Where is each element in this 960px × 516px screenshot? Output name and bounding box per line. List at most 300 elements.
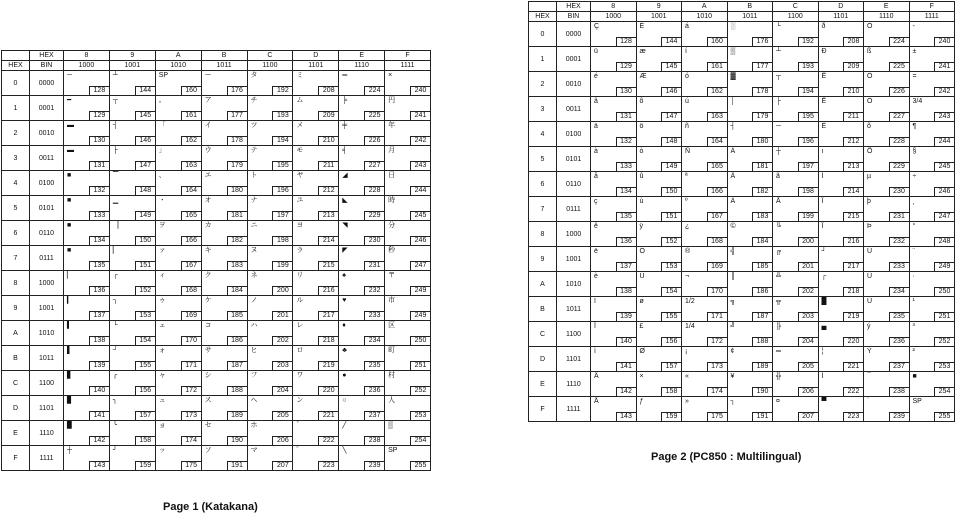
- char-cell: [339, 146, 385, 171]
- char-code: 171: [707, 312, 727, 321]
- char-glyph: ä: [594, 123, 598, 130]
- char-cell: [864, 397, 910, 422]
- char-glyph: ム: [296, 97, 304, 104]
- char-cell: [864, 97, 910, 122]
- char-cell: [773, 197, 819, 222]
- char-code: 161: [707, 62, 727, 71]
- table-row: [2, 346, 431, 371]
- char-glyph: 分: [388, 222, 396, 229]
- char-code: 216: [318, 286, 338, 295]
- char-cell: [591, 372, 637, 397]
- char-code: 187: [227, 361, 247, 370]
- char-cell: [727, 72, 773, 97]
- char-cell: [293, 371, 339, 396]
- char-code: 241: [410, 111, 430, 120]
- char-glyph: チ: [250, 97, 258, 104]
- char-cell: [909, 322, 955, 347]
- column-bin: 1011: [727, 12, 773, 22]
- char-glyph: ¡: [685, 348, 688, 355]
- char-cell: [864, 347, 910, 372]
- char-cell: [773, 347, 819, 372]
- char-glyph: £: [639, 323, 644, 330]
- char-glyph: ▒: [388, 422, 394, 429]
- column-bin: 1101: [293, 61, 339, 71]
- char-glyph: ィ: [158, 272, 166, 279]
- char-glyph: ¿: [685, 223, 690, 230]
- table-row: [2, 196, 431, 221]
- char-glyph: ƒ: [639, 398, 644, 405]
- char-cell: [201, 71, 247, 96]
- char-cell: [636, 47, 682, 72]
- column-bin: 1001: [636, 12, 682, 22]
- char-code: 198: [798, 187, 818, 196]
- char-glyph: 月: [388, 147, 396, 154]
- char-code: 224: [364, 86, 384, 95]
- char-glyph: ├: [112, 147, 118, 154]
- row-hex: 0: [2, 71, 30, 96]
- char-code: 235: [889, 312, 909, 321]
- char-code: 246: [410, 236, 430, 245]
- char-cell: [773, 372, 819, 397]
- char-code: 207: [798, 412, 818, 421]
- char-code: 141: [616, 362, 636, 371]
- char-code: 140: [616, 337, 636, 346]
- char-code: 255: [934, 412, 954, 421]
- char-glyph: ▬: [67, 147, 74, 154]
- char-glyph: ╯: [112, 447, 118, 454]
- char-code: 201: [798, 262, 818, 271]
- char-code: 138: [616, 287, 636, 296]
- column-bin: 1010: [155, 61, 201, 71]
- char-code: 217: [843, 262, 863, 271]
- char-glyph: ¦: [821, 348, 824, 355]
- char-glyph: ━: [67, 97, 72, 104]
- char-glyph: ノ: [250, 297, 258, 304]
- char-cell: [293, 171, 339, 196]
- char-code: 147: [135, 161, 155, 170]
- char-cell: [385, 221, 431, 246]
- table-row: [2, 396, 431, 421]
- char-code: 216: [843, 237, 863, 246]
- char-cell: [818, 72, 864, 97]
- char-code: 184: [752, 237, 772, 246]
- char-glyph: ▁: [112, 197, 119, 204]
- char-glyph: ■: [67, 247, 72, 254]
- char-code: 167: [181, 261, 201, 270]
- char-cell: [64, 121, 110, 146]
- char-code: 182: [227, 236, 247, 245]
- char-cell: [909, 47, 955, 72]
- char-cell: [591, 322, 637, 347]
- char-cell: [385, 446, 431, 471]
- char-cell: [64, 446, 110, 471]
- char-code: 133: [89, 211, 109, 220]
- char-glyph: ╞: [342, 97, 348, 104]
- char-glyph: ャ: [158, 372, 166, 379]
- char-cell: [682, 97, 728, 122]
- char-glyph: ±: [912, 48, 917, 55]
- char-glyph: 秒: [388, 247, 396, 254]
- char-cell: [385, 71, 431, 96]
- char-code: 183: [227, 261, 247, 270]
- char-cell: [727, 222, 773, 247]
- char-glyph: ┤: [730, 123, 736, 130]
- char-glyph: モ: [296, 147, 304, 154]
- char-code: 140: [89, 386, 109, 395]
- char-glyph: ¸: [912, 198, 915, 205]
- char-code: 230: [364, 236, 384, 245]
- char-code: 163: [181, 161, 201, 170]
- char-glyph: 〒: [388, 272, 396, 279]
- char-glyph: ò: [639, 148, 644, 155]
- char-glyph: ュ: [158, 397, 166, 404]
- char-cell: [155, 296, 201, 321]
- char-glyph: 区: [388, 322, 396, 329]
- row-bin: 1101: [557, 347, 591, 372]
- char-glyph: ▍: [67, 322, 73, 329]
- char-cell: [64, 96, 110, 121]
- char-glyph: ó: [685, 73, 689, 80]
- char-cell: [201, 121, 247, 146]
- char-cell: [909, 372, 955, 397]
- char-cell: [818, 397, 864, 422]
- char-code: 136: [616, 237, 636, 246]
- char-glyph: ø: [639, 298, 644, 305]
- table-row: [2, 96, 431, 121]
- column-hex: E: [864, 2, 910, 12]
- char-code: 222: [318, 436, 338, 445]
- row-bin: 0011: [557, 97, 591, 122]
- char-glyph: 日: [388, 172, 396, 179]
- char-glyph: Ó: [867, 23, 873, 30]
- char-glyph: ▎: [67, 297, 73, 304]
- char-code: 253: [934, 362, 954, 371]
- char-cell: [636, 122, 682, 147]
- char-cell: [636, 347, 682, 372]
- char-code: 252: [934, 337, 954, 346]
- char-code: 217: [318, 311, 338, 320]
- row-bin: 1000: [557, 222, 591, 247]
- char-glyph: ツ: [250, 122, 258, 129]
- row-hex: 4: [2, 171, 30, 196]
- char-cell: [773, 147, 819, 172]
- char-cell: [864, 122, 910, 147]
- char-code: 155: [135, 361, 155, 370]
- char-code: 189: [752, 362, 772, 371]
- char-glyph: ©: [730, 223, 736, 230]
- row-hex: 8: [2, 271, 30, 296]
- char-glyph: ケ: [204, 297, 212, 304]
- char-code: 193: [798, 62, 818, 71]
- char-glyph: Ù: [867, 298, 873, 305]
- char-glyph: 円: [388, 97, 396, 104]
- header-hex-label: HEX: [557, 2, 591, 12]
- char-cell: [385, 196, 431, 221]
- char-glyph: Û: [867, 273, 873, 280]
- char-code: 157: [135, 411, 155, 420]
- char-cell: [339, 121, 385, 146]
- char-glyph: ì: [594, 348, 596, 355]
- char-glyph: コ: [204, 322, 212, 329]
- char-code: 211: [318, 161, 338, 170]
- char-cell: [864, 247, 910, 272]
- row-bin: 0111: [30, 246, 64, 271]
- char-code: 252: [410, 386, 430, 395]
- row-bin: 0000: [30, 71, 64, 96]
- row-hex: 4: [529, 122, 557, 147]
- char-glyph: ·: [912, 273, 915, 280]
- char-glyph: リ: [296, 272, 304, 279]
- char-code: 206: [272, 436, 292, 445]
- char-glyph: ╔: [776, 248, 781, 255]
- char-cell: [727, 297, 773, 322]
- char-glyph: ┼: [67, 447, 72, 454]
- row-hex: B: [529, 297, 557, 322]
- row-hex: 1: [2, 96, 30, 121]
- char-code: 137: [616, 262, 636, 271]
- char-cell: [247, 421, 293, 446]
- row-hex-label: HEX: [529, 12, 557, 22]
- char-code: 133: [616, 162, 636, 171]
- char-cell: [864, 272, 910, 297]
- page-2-caption: Page 2 (PC850 : Multilingual): [651, 451, 802, 463]
- char-cell: [818, 147, 864, 172]
- char-glyph: ×: [639, 373, 644, 380]
- char-cell: [636, 22, 682, 47]
- char-code: 162: [181, 136, 201, 145]
- char-cell: [818, 47, 864, 72]
- column-hex: F: [385, 51, 431, 61]
- char-code: 143: [89, 461, 109, 470]
- char-cell: [201, 96, 247, 121]
- char-cell: [293, 421, 339, 446]
- char-glyph: │: [730, 98, 735, 105]
- char-cell: [864, 72, 910, 97]
- char-code: 134: [89, 236, 109, 245]
- column-hex: B: [201, 51, 247, 61]
- char-glyph: ■: [67, 222, 72, 229]
- char-glyph: オ: [204, 197, 212, 204]
- char-glyph: ç: [594, 198, 598, 205]
- char-glyph: ー: [204, 72, 212, 79]
- char-cell: [591, 122, 637, 147]
- char-glyph: ®: [685, 248, 691, 255]
- char-glyph: ッ: [158, 447, 166, 454]
- char-code: 141: [89, 411, 109, 420]
- char-glyph: ╬: [776, 373, 781, 380]
- char-code: 176: [227, 86, 247, 95]
- row-hex: 2: [2, 121, 30, 146]
- char-glyph: Đ: [821, 48, 827, 55]
- char-cell: [201, 196, 247, 221]
- char-cell: [636, 197, 682, 222]
- char-cell: [293, 196, 339, 221]
- char-cell: [773, 22, 819, 47]
- table-row: [529, 122, 955, 147]
- char-cell: [682, 372, 728, 397]
- char-code: 206: [798, 387, 818, 396]
- char-glyph: 1/4: [685, 323, 695, 330]
- char-code: 128: [616, 37, 636, 46]
- char-glyph: 1/2: [685, 298, 695, 305]
- char-glyph: ┌: [112, 272, 118, 279]
- char-glyph: ▕: [112, 222, 119, 229]
- char-code: 145: [661, 62, 681, 71]
- header-bin-label: BIN: [557, 12, 591, 22]
- char-glyph: ♣: [342, 347, 347, 354]
- char-cell: [818, 97, 864, 122]
- char-code: 222: [843, 387, 863, 396]
- char-cell: [636, 372, 682, 397]
- char-glyph: ┬: [776, 73, 781, 80]
- char-code: 156: [661, 337, 681, 346]
- char-code: 196: [272, 186, 292, 195]
- char-cell: [201, 246, 247, 271]
- char-glyph: ァ: [158, 247, 166, 254]
- char-cell: [727, 197, 773, 222]
- char-cell: [591, 197, 637, 222]
- char-glyph: ╩: [776, 273, 781, 280]
- char-cell: [682, 397, 728, 422]
- row-bin: 0010: [557, 72, 591, 97]
- char-glyph: 市: [388, 297, 396, 304]
- column-bin: 1111: [385, 61, 431, 71]
- header-corner: [2, 51, 30, 61]
- char-glyph: ═: [776, 348, 781, 355]
- char-glyph: Ú: [867, 248, 873, 255]
- char-glyph: ユ: [296, 197, 304, 204]
- char-code: 212: [318, 186, 338, 195]
- char-cell: [64, 396, 110, 421]
- char-cell: [64, 371, 110, 396]
- char-glyph: í: [685, 48, 687, 55]
- char-code: 159: [135, 461, 155, 470]
- char-glyph: ミ: [296, 72, 304, 79]
- char-code: 228: [364, 186, 384, 195]
- table-row: [2, 246, 431, 271]
- char-glyph: ô: [639, 98, 644, 105]
- row-hex: 5: [529, 147, 557, 172]
- char-glyph: â: [594, 98, 598, 105]
- char-code: 129: [89, 111, 109, 120]
- char-glyph: 「: [158, 122, 166, 129]
- char-glyph: ╗: [730, 298, 736, 305]
- char-cell: [247, 296, 293, 321]
- char-glyph: ◢: [342, 172, 348, 179]
- char-cell: [293, 271, 339, 296]
- char-glyph: ソ: [204, 447, 212, 454]
- char-cell: [727, 172, 773, 197]
- char-glyph: ┤: [112, 122, 118, 129]
- table-row: [2, 146, 431, 171]
- char-cell: [636, 222, 682, 247]
- char-glyph: ▀: [821, 398, 827, 405]
- char-code: 150: [135, 236, 155, 245]
- char-glyph: ┘: [821, 248, 827, 255]
- char-glyph: Í: [821, 173, 824, 180]
- char-cell: [727, 122, 773, 147]
- char-glyph: ÿ: [639, 223, 643, 230]
- column-bin: 1001: [109, 61, 155, 71]
- char-glyph: ◤: [342, 247, 348, 254]
- char-code: 221: [843, 362, 863, 371]
- char-cell: [864, 297, 910, 322]
- char-code: 247: [934, 212, 954, 221]
- char-code: 236: [889, 337, 909, 346]
- column-hex: B: [727, 2, 773, 12]
- char-code: 172: [707, 337, 727, 346]
- char-glyph: ヨ: [296, 222, 304, 229]
- char-cell: [818, 122, 864, 147]
- char-code: 148: [661, 137, 681, 146]
- char-code: 230: [889, 187, 909, 196]
- table-row: [529, 297, 955, 322]
- char-cell: [773, 97, 819, 122]
- char-glyph: Ç: [594, 23, 600, 30]
- column-hex: F: [909, 2, 955, 12]
- column-bin: 1000: [591, 12, 637, 22]
- table-row: [529, 372, 955, 397]
- char-code: 249: [410, 311, 430, 320]
- char-glyph: ◣: [342, 197, 348, 204]
- char-code: 176: [752, 37, 772, 46]
- row-hex: E: [2, 421, 30, 446]
- char-glyph: Â: [730, 173, 736, 180]
- char-code: 249: [934, 262, 954, 271]
- char-code: 179: [227, 161, 247, 170]
- char-glyph: ○: [342, 397, 347, 404]
- row-bin: 1010: [30, 321, 64, 346]
- char-glyph: エ: [204, 172, 212, 179]
- char-glyph: ╦: [776, 298, 781, 305]
- char-glyph: 時: [388, 197, 396, 204]
- char-cell: [909, 122, 955, 147]
- char-glyph: ョ: [158, 422, 166, 429]
- char-code: 183: [752, 212, 772, 221]
- char-cell: [682, 22, 728, 47]
- header-bin-row: [529, 12, 955, 22]
- row-bin: 0111: [557, 197, 591, 222]
- char-cell: [818, 272, 864, 297]
- char-glyph: ┐: [112, 297, 118, 304]
- header-hex-row: [529, 2, 955, 12]
- char-code: 177: [227, 111, 247, 120]
- char-code: 245: [934, 162, 954, 171]
- char-cell: [339, 71, 385, 96]
- char-code: 174: [181, 436, 201, 445]
- row-hex: 9: [2, 296, 30, 321]
- char-code: 197: [798, 162, 818, 171]
- char-code: 152: [661, 237, 681, 246]
- char-cell: [109, 146, 155, 171]
- char-code: 153: [135, 311, 155, 320]
- char-code: 229: [889, 162, 909, 171]
- table-row: [529, 247, 955, 272]
- char-cell: [64, 71, 110, 96]
- char-glyph: ル: [296, 297, 304, 304]
- char-cell: [64, 246, 110, 271]
- char-cell: [109, 396, 155, 421]
- row-hex: 2: [529, 72, 557, 97]
- char-glyph: º: [685, 198, 688, 205]
- char-code: 168: [181, 286, 201, 295]
- char-glyph: ├: [776, 98, 781, 105]
- char-cell: [201, 146, 247, 171]
- row-hex: 0: [529, 22, 557, 47]
- char-code: 174: [707, 387, 727, 396]
- char-cell: [591, 72, 637, 97]
- char-code: 242: [934, 87, 954, 96]
